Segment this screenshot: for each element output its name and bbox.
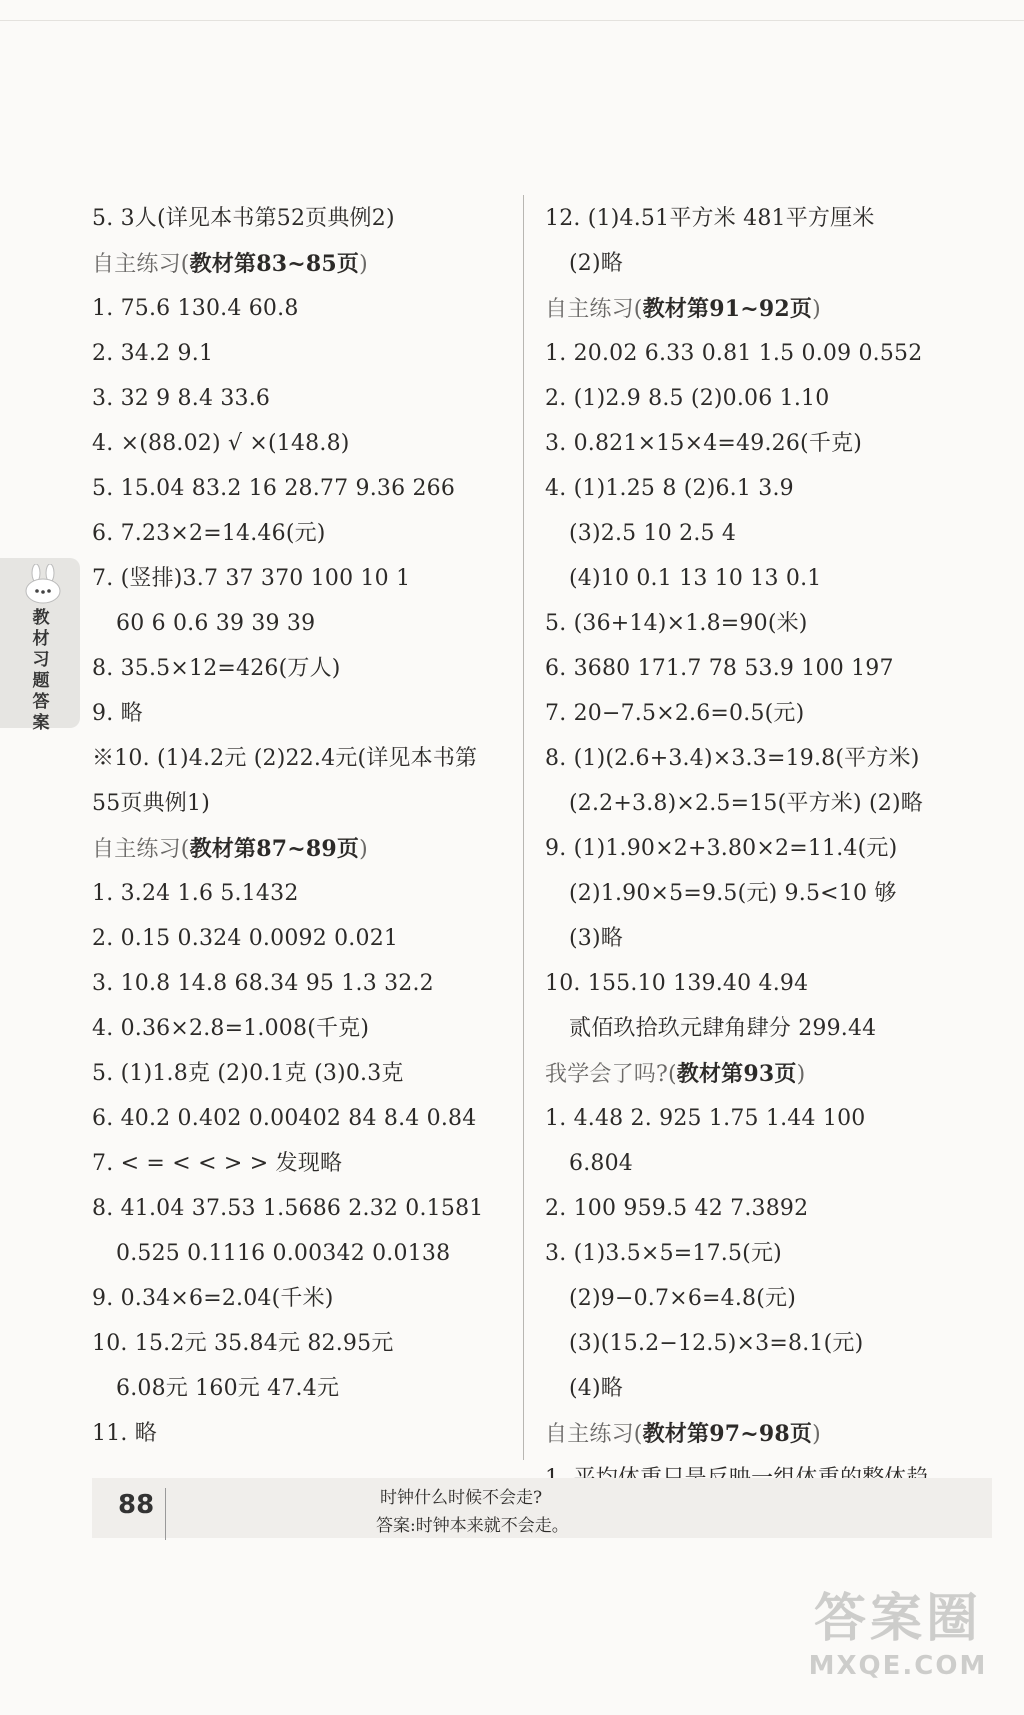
answer-line: 9. (1)1.90×2+3.80×2=11.4(元) xyxy=(545,836,898,861)
heading-source: 教材第97~98页 xyxy=(642,1421,813,1447)
answer-line: 6. 40.2 0.402 0.00402 84 8.4 0.84 xyxy=(92,1106,477,1131)
left-column xyxy=(92,200,512,1460)
side-tab xyxy=(0,558,80,733)
answer-line: 4. (1)1.25 8 (2)6.1 3.9 xyxy=(545,476,794,501)
answer-line: 7. (竖排)3.7 37 370 100 10 1 xyxy=(92,566,411,591)
answer-line: 10. 15.2元 35.84元 82.95元 xyxy=(92,1331,394,1356)
watermark-url: MXQE.COM xyxy=(808,1651,988,1681)
column-divider xyxy=(523,195,524,1460)
answer-line: (2.2+3.8)×2.5=15(平方米) (2)略 xyxy=(569,791,923,816)
answer-line: (3)(15.2−12.5)×3=8.1(元) xyxy=(569,1331,864,1356)
heading-suffix: ) xyxy=(359,837,368,862)
heading-source: 教材第93页 xyxy=(676,1061,797,1087)
answer-line: 8. 41.04 37.53 1.5686 2.32 0.1581 xyxy=(92,1196,484,1221)
answer-line: 4. ×(88.02) √ ×(148.8) xyxy=(92,431,350,456)
answer-line: 2. 100 959.5 42 7.3892 xyxy=(545,1196,809,1221)
answer-line: (3)2.5 10 2.5 4 xyxy=(569,521,737,546)
heading-source: 教材第87~89页 xyxy=(189,836,360,862)
answer-line: 9. 略 xyxy=(92,701,143,726)
answer-line: 1. 3.24 1.6 5.1432 xyxy=(92,881,299,906)
answer-line: (4)略 xyxy=(569,1376,623,1401)
answer-line: (2)9−0.7×6=4.8(元) xyxy=(569,1286,796,1311)
watermark-logo: 答案圈 xyxy=(813,1589,982,1649)
top-rule xyxy=(0,20,1024,21)
answer-line: 3. (1)3.5×5=17.5(元) xyxy=(545,1241,782,1266)
answer-line: 4. 0.36×2.8=1.008(千克) xyxy=(92,1016,370,1041)
side-tab-label: 教材习题答案 xyxy=(32,608,50,733)
answer-line: (4)10 0.1 13 10 13 0.1 xyxy=(569,566,822,591)
answer-line: 6.08元 160元 47.4元 xyxy=(116,1376,340,1401)
answer-line: 3. 10.8 14.8 68.34 95 1.3 32.2 xyxy=(92,971,434,996)
answer-line: 7. < = < < > > 发现略 xyxy=(92,1151,343,1176)
answer-line: 2. 34.2 9.1 xyxy=(92,341,214,366)
answer-line: ※10. (1)4.2元 (2)22.4元(详见本书第 xyxy=(92,746,478,771)
heading-prefix: 自主练习( xyxy=(92,837,190,862)
answer-line: 5. 3人(详见本书第52页典例2) xyxy=(92,206,395,231)
answer-line: 12. (1)4.51平方米 481平方厘米 xyxy=(545,206,875,231)
answer-line: (2)1.90×5=9.5(元) 9.5<10 够 xyxy=(569,881,897,906)
answer-line: 1. 4.48 2. 925 1.75 1.44 100 xyxy=(545,1106,866,1131)
heading-suffix: ) xyxy=(812,297,821,322)
answer-line: 1. 20.02 6.33 0.81 1.5 0.09 0.552 xyxy=(545,341,923,366)
heading-source: 教材第91~92页 xyxy=(642,296,813,322)
answer-line: 11. 略 xyxy=(92,1421,157,1446)
riddle-answer: 答案:时钟本来就不会走。 xyxy=(376,1516,569,1536)
answer-line: 6.804 xyxy=(569,1151,633,1176)
answer-line: 3. 32 9 8.4 33.6 xyxy=(92,386,271,411)
heading-prefix: 我学会了吗?( xyxy=(545,1062,677,1087)
answer-line: 贰佰玖拾玖元肆角肆分 299.44 xyxy=(569,1016,877,1041)
answer-line: 3. 0.821×15×4=49.26(千克) xyxy=(545,431,863,456)
answer-line: 2. 0.15 0.324 0.0092 0.021 xyxy=(92,926,399,951)
answer-line: 8. 35.5×12=426(万人) xyxy=(92,656,341,681)
answer-line: 8. (1)(2.6+3.4)×3.3=19.8(平方米) xyxy=(545,746,920,771)
section-heading xyxy=(545,290,985,335)
answer-line: 6. 7.23×2=14.46(元) xyxy=(92,521,326,546)
riddle-question: 时钟什么时候不会走? xyxy=(380,1488,543,1508)
rabbit-icon xyxy=(22,564,64,604)
section-heading xyxy=(545,1055,985,1100)
section-heading xyxy=(545,1415,985,1460)
heading-suffix: ) xyxy=(359,252,368,277)
heading-suffix: ) xyxy=(796,1062,806,1087)
section-heading xyxy=(92,830,512,875)
answer-line: 5. 15.04 83.2 16 28.77 9.36 266 xyxy=(92,476,456,501)
answer-line: 9. 0.34×6=2.04(千米) xyxy=(92,1286,334,1311)
answer-line: 1. 75.6 130.4 60.8 xyxy=(92,296,299,321)
heading-prefix: 自主练习( xyxy=(92,252,190,277)
heading-source: 教材第83~85页 xyxy=(189,251,360,277)
answer-line: 7. 20−7.5×2.6=0.5(元) xyxy=(545,701,805,726)
answer-line: 10. 155.10 139.40 4.94 xyxy=(545,971,809,996)
page-number: 88 xyxy=(118,1490,155,1520)
section-heading xyxy=(92,245,512,290)
answer-line: (2)略 xyxy=(569,251,623,276)
answer-line: 5. (36+14)×1.8=90(米) xyxy=(545,611,808,636)
answer-line: 55页典例1) xyxy=(92,791,210,816)
heading-suffix: ) xyxy=(812,1422,821,1447)
right-column xyxy=(545,200,985,1505)
answer-line: 5. (1)1.8克 (2)0.1克 (3)0.3克 xyxy=(92,1061,404,1086)
answer-line: (3)略 xyxy=(569,926,623,951)
answer-line: 6. 3680 171.7 78 53.9 100 197 xyxy=(545,656,894,681)
answer-line: 2. (1)2.9 8.5 (2)0.06 1.10 xyxy=(545,386,830,411)
watermark xyxy=(788,1587,1008,1697)
answer-line: 60 6 0.6 39 39 39 xyxy=(116,611,316,636)
footer-riddle xyxy=(376,1484,860,1540)
heading-prefix: 自主练习( xyxy=(545,1422,643,1447)
answer-line: 0.525 0.1116 0.00342 0.0138 xyxy=(116,1241,451,1266)
heading-prefix: 自主练习( xyxy=(545,297,643,322)
page-number-rule xyxy=(165,1488,166,1540)
